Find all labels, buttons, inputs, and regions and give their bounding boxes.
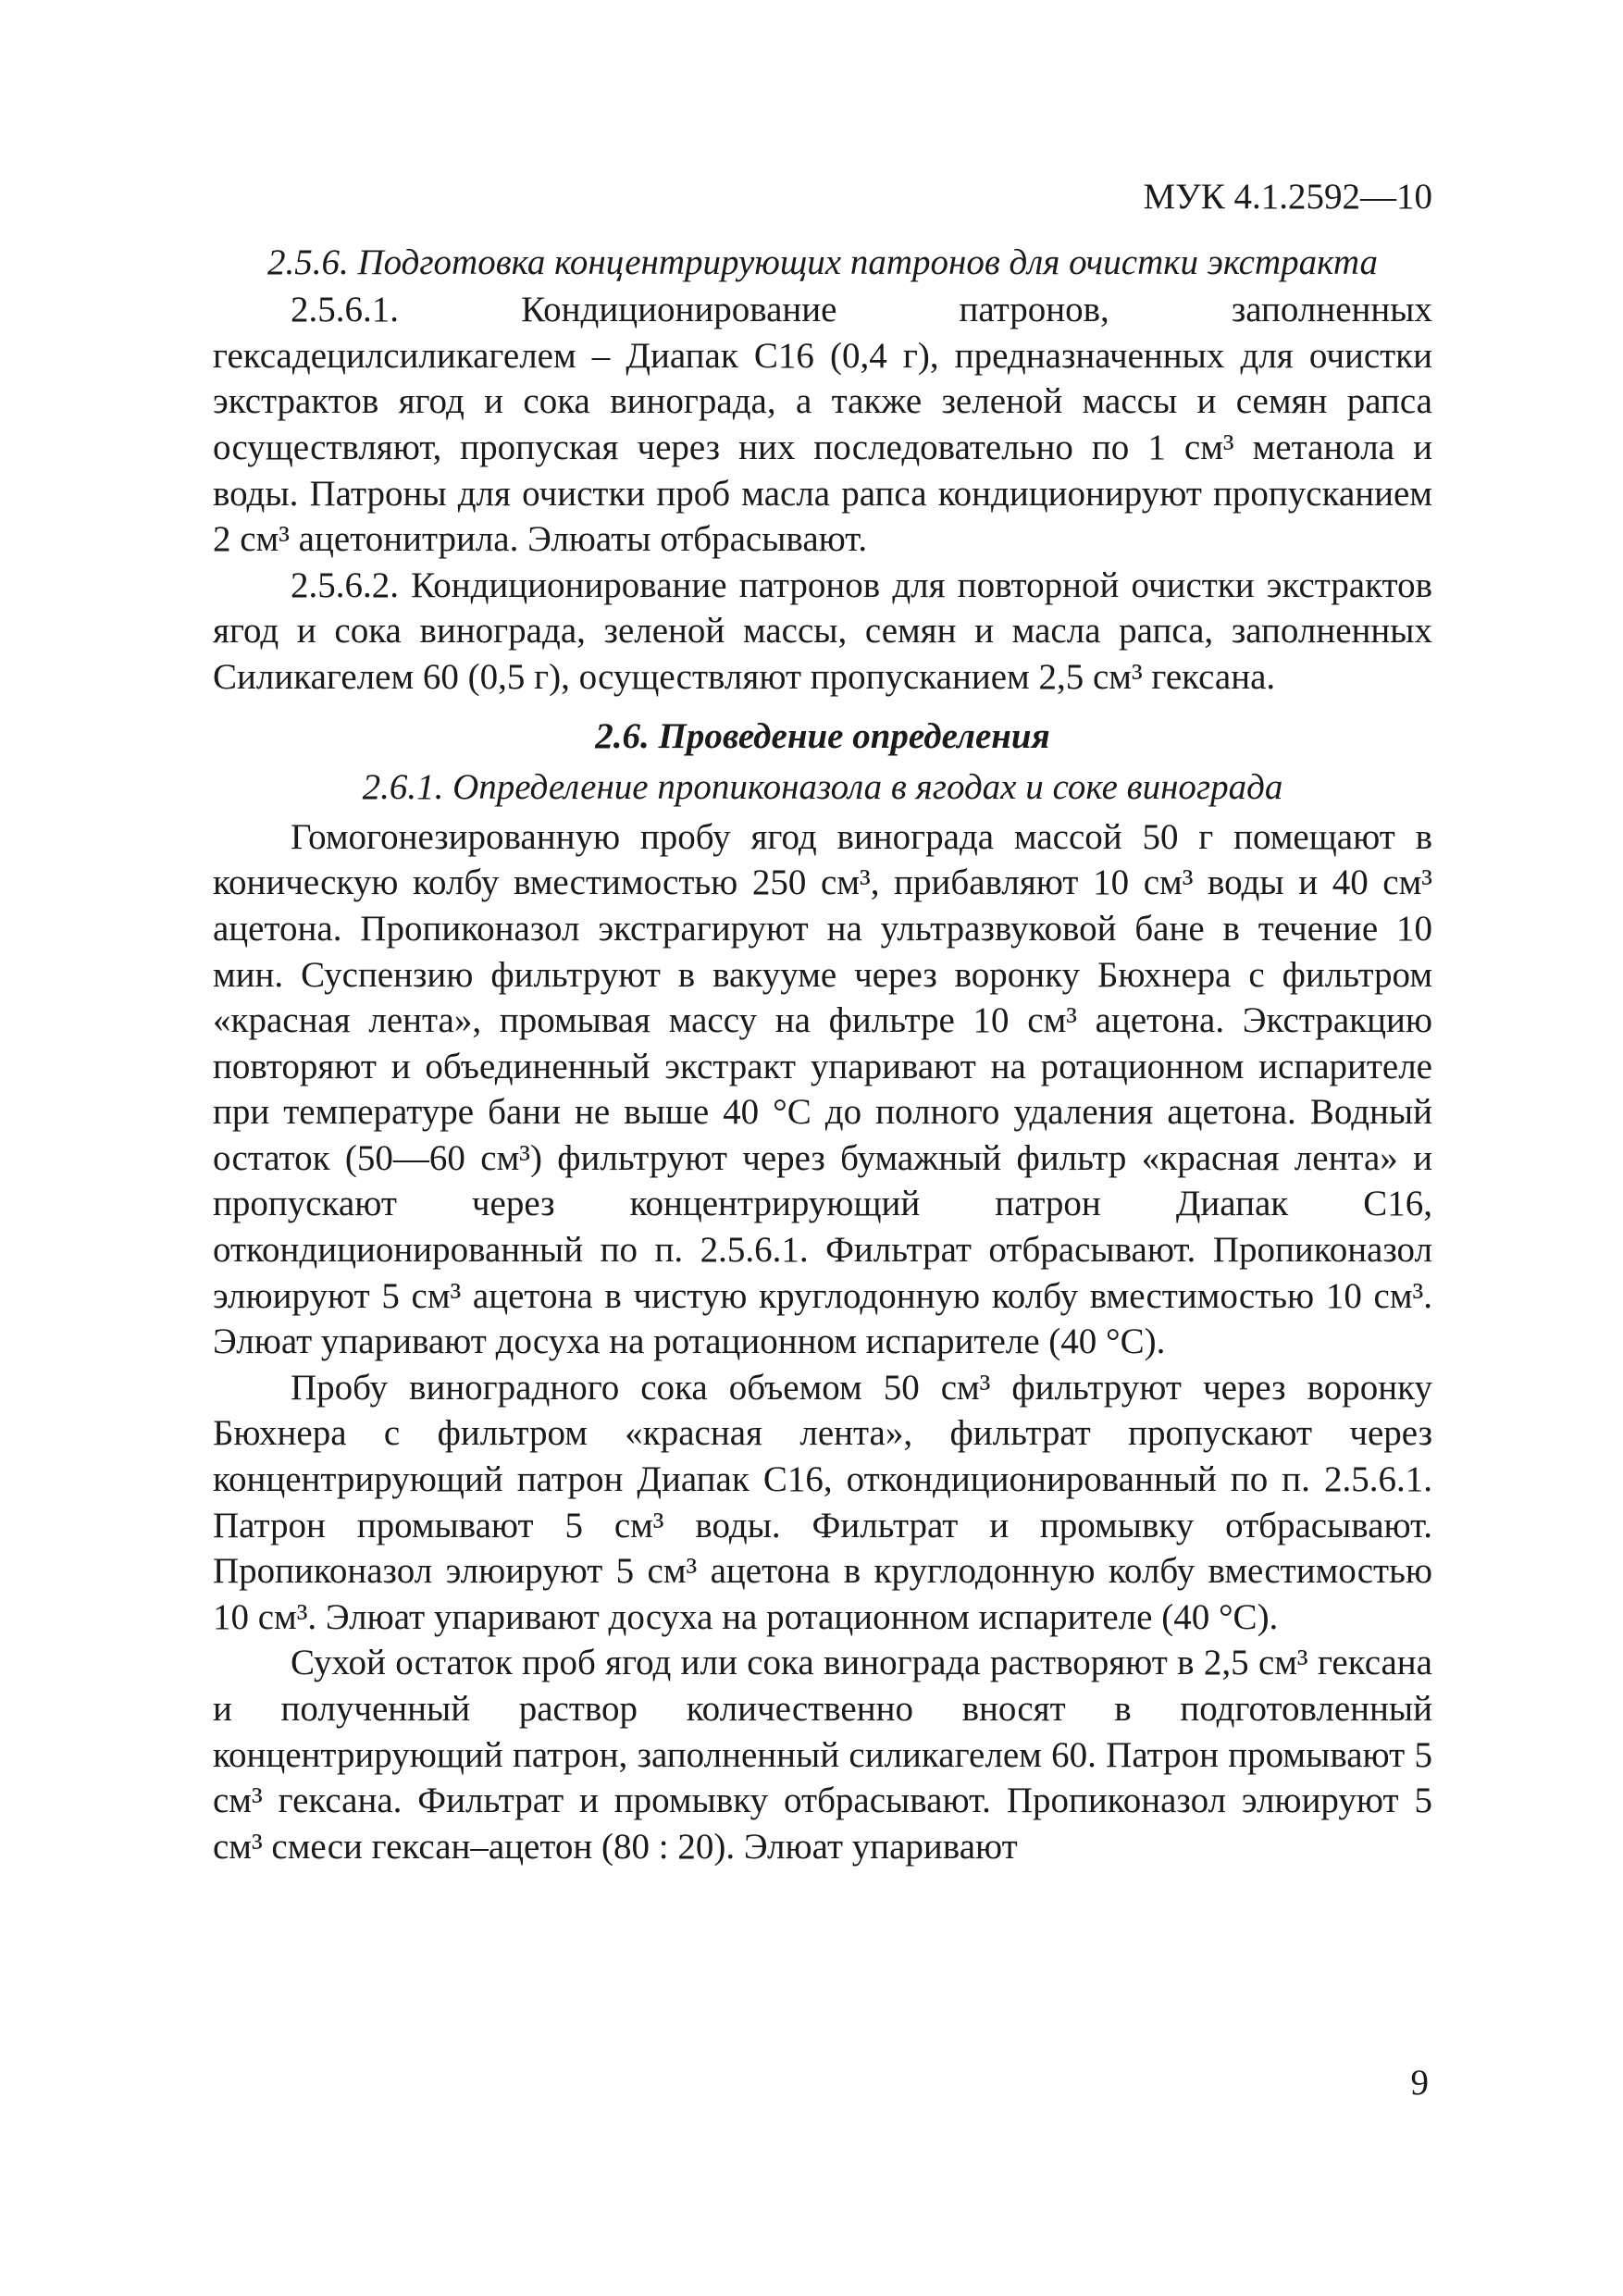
page-number: 9 — [1410, 2063, 1429, 2103]
paragraph-berries: Гомогонезированную пробу ягод винограда массой 50 г помещают в коническую колбу вместимостью 250 см³, прибавляют 10 см³ воды и 40 см³ ацетона. Пропиконазол экстрагируют на ультразвуковой бане в течение 10 мин. Суспензию фильтруют в вакууме через воронку Бюхнера с фильтром «красная лента», промывая массу на фильтре 10 см³ ацетона. Экстракцию повторяют и объединенный экстракт упаривают на ротационном испарителе при температуре бани не выше 40 °С до полного удаления ацетона. Водный остаток (50—60 см³) фильтруют через бумажный фильтр «красная лента» и пропускают через концентрирующий патрон Диапак С16, откондиционированный по п. 2.5.6.1. Фильтрат отбрасывают. Пропиконазол элюируют 5 см³ ацетона в чистую круглодонную колбу вместимостью 10 см³. Элюат упаривают досуха на ротационном испарителе (40 °С). — [213, 816, 1432, 1362]
paragraph-dry-residue: Сухой остаток проб ягод или сока винограда растворяют в 2,5 см³ гексана и полученный раствор количественно вносят в подготовленный концентрирующий патрон, заполненный силикагелем 60. Патрон промывают 5 см³ гексана. Фильтрат и промывку отбрасывают. Пропиконазол элюируют 5 см³ смеси гексан–ацетон (80 : 20). Элюат упаривают — [213, 1643, 1432, 1867]
section-2-5-6-title: 2.5.6. Подготовка концентрирующих патронов для очистки экстракта — [266, 242, 1379, 282]
section-2-6-1-title: 2.6.1. Определение пропиконазола в ягодах и соке винограда — [362, 767, 1283, 808]
document-code: МУК 4.1.2592—10 — [1143, 177, 1432, 217]
paragraph-2-5-6-2: 2.5.6.2. Кондиционирование патронов для повторной очистки экстрактов ягод и сока винограда, зеленой массы, семян и масла рапса, заполненных Силикагелем 60 (0,5 г), осуществляют пропусканием 2,5 см³ гексана. — [213, 565, 1432, 697]
text-column — [213, 174, 1432, 1869]
section-2-6-title: 2.6. Проведение определения — [595, 715, 1050, 756]
paragraph-juice: Пробу виноградного сока объемом 50 см³ фильтруют через воронку Бюхнера с фильтром «красная лента», фильтрат пропускают через концентрирующий патрон Диапак С16, откондиционированный по п. 2.5.6.1. Патрон промывают 5 см³ воды. Фильтрат и промывку отбрасывают. Пропиконазол элюируют 5 см³ ацетона в круглодонную колбу вместимостью 10 см³. Элюат упаривают досуха на ротационном испарителе (40 °С). — [213, 1367, 1432, 1637]
paragraph-2-5-6-1: 2.5.6.1. Кондиционирование патронов, заполненных гексадецилсиликагелем – Диапак С16 (0,4 г), предназначенных для очистки экстрактов ягод и сока винограда, а также зеленой массы и семян рапса осуществляют, пропуская через них последовательно по 1 см³ метанола и воды. Патроны для очистки проб масла рапса кондиционируют пропусканием 2 см³ ацетонитрила. Элюаты отбрасывают. — [213, 290, 1432, 560]
